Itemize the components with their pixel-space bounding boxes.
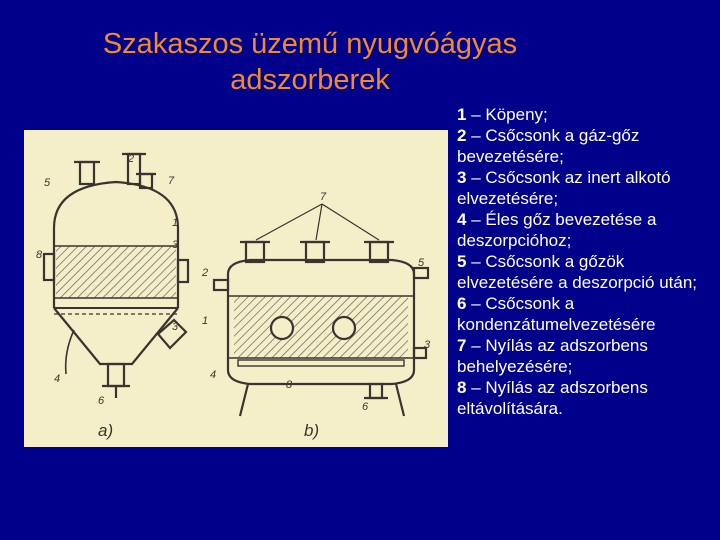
legend-num: 2 xyxy=(457,126,467,145)
title-line-2: adszorberek xyxy=(230,64,390,96)
legend-text: – Nyílás az adszorbens eltávolítására. xyxy=(457,378,648,418)
top-dome-a xyxy=(54,182,178,228)
callout-a-7: 7 xyxy=(168,175,175,187)
callout-a-5: 5 xyxy=(44,177,51,189)
nozzle-5-a xyxy=(80,162,94,184)
panel-b-label: b) xyxy=(304,421,320,440)
callout-b-1: 1 xyxy=(202,315,209,327)
vertical-adsorber xyxy=(44,154,188,398)
callout-a-3: 3 xyxy=(172,321,179,333)
legend-num: 4 xyxy=(457,210,467,229)
legend-text: – Csőcsonk a gőzök elvezetésére a deszorpció után; xyxy=(457,252,698,292)
legend-num: 6 xyxy=(457,294,467,313)
callout-a-2: 2 xyxy=(128,153,135,165)
horizontal-adsorber xyxy=(214,204,428,416)
legend-item-6 xyxy=(457,293,713,335)
adsorber-figure xyxy=(24,130,448,447)
legend-item-7 xyxy=(457,335,713,377)
legend-item-5 xyxy=(457,251,713,293)
legend-text: – Köpeny; xyxy=(466,105,548,124)
callout-b-4: 4 xyxy=(210,369,217,381)
callout-b-5: 5 xyxy=(418,257,425,269)
callout-b-7: 7 xyxy=(320,191,327,203)
legend-item-2 xyxy=(457,125,713,167)
callout-b-3: 3 xyxy=(424,339,431,351)
legend-text: – Csőcsonk az inert alkotó elvezetésére; xyxy=(457,168,671,208)
panel-a-label: a) xyxy=(98,421,114,440)
callout-b-8: 8 xyxy=(286,379,293,391)
legend-num: 8 xyxy=(457,378,467,397)
legend-text: – Nyílás az adszorbens behelyezésére; xyxy=(457,336,648,376)
legend-num: 3 xyxy=(457,168,467,187)
callout-a-1: 1 xyxy=(172,217,179,229)
legend-num: 1 xyxy=(457,105,467,124)
callout-b-2: 2 xyxy=(202,267,209,279)
callout-a-6: 6 xyxy=(98,395,105,407)
legend-item-4 xyxy=(457,209,713,251)
legend-item-3 xyxy=(457,167,713,209)
legend-item-8 xyxy=(457,377,713,419)
callout-b-6: 6 xyxy=(362,401,369,413)
callout-a-8: 8 xyxy=(36,249,43,261)
parts-legend xyxy=(457,104,713,419)
adsorbent-bed-b xyxy=(234,296,408,358)
adsorbent-bed-a xyxy=(56,246,176,298)
legend-item-1 xyxy=(457,104,713,125)
title-line-1: Szakaszos üzemű nyugvóágyas xyxy=(102,28,518,60)
slide-title xyxy=(60,26,560,98)
legend-text: – Csőcsonk a kondenzátumelvezetésére xyxy=(457,294,656,334)
adsorber-drawing xyxy=(24,130,448,447)
callout-a-3-top: 3 xyxy=(172,239,179,251)
legend-num: 7 xyxy=(457,336,467,355)
legend-num: 5 xyxy=(457,252,467,271)
callout-a-4: 4 xyxy=(54,373,61,385)
legend-text: – Csőcsonk a gáz-gőz bevezetésére; xyxy=(457,126,640,166)
legend-text: – Éles gőz bevezetése a deszorpcióhoz; xyxy=(457,210,657,250)
